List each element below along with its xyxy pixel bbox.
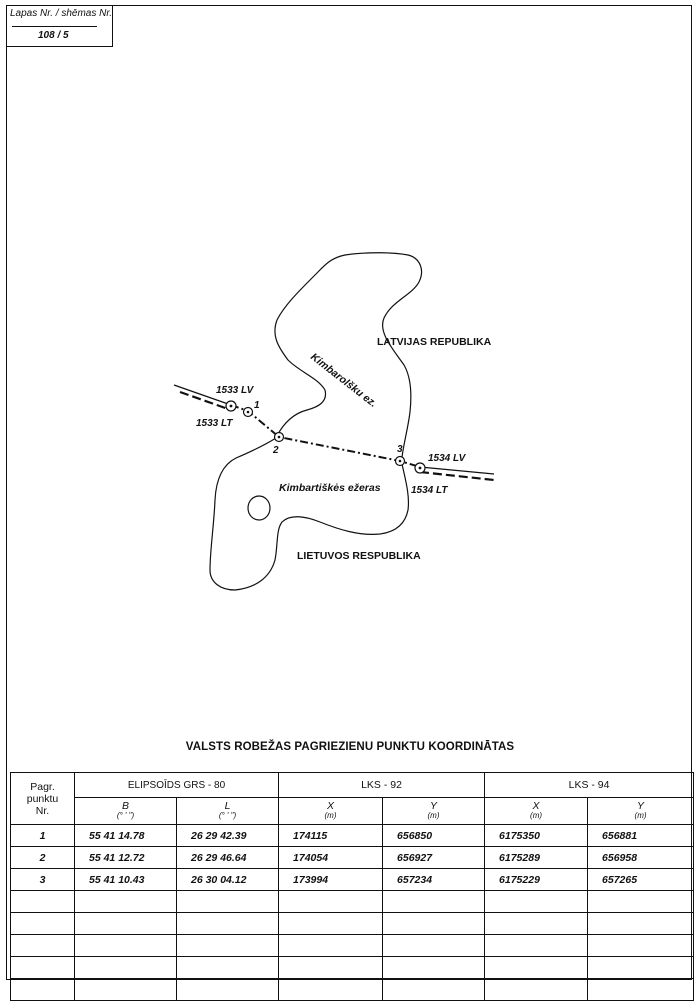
label-marker-1533lt: 1533 LT <box>196 418 233 429</box>
empty-cell <box>75 935 177 957</box>
subheader-b <box>75 798 177 825</box>
turning-point-3 <box>396 457 405 466</box>
table-row <box>11 869 694 891</box>
empty-cell <box>383 913 485 935</box>
subheader-l <box>177 798 279 825</box>
label-latvia: LATVIJAS REPUBLIKA <box>377 336 492 348</box>
subheader-unit: (m) <box>324 811 337 820</box>
subheader-unit: (m) <box>530 811 543 820</box>
coordinate-cell: 656958 <box>588 847 694 869</box>
group-header-lks94: LKS - 94 <box>485 773 694 798</box>
label-lake-lithuanian: Kimbartiškės ežeras <box>279 482 381 494</box>
empty-cell <box>485 935 588 957</box>
coordinate-cell: 26 30 04.12 <box>177 869 279 891</box>
empty-cell <box>279 957 383 979</box>
empty-cell <box>75 979 177 1001</box>
point-number-cell: 3 <box>11 869 75 891</box>
lake-kimbarolsku <box>275 253 422 457</box>
point-number-cell: 2 <box>11 847 75 869</box>
coordinate-cell: 6175350 <box>485 825 588 847</box>
label-point-2: 2 <box>273 445 279 456</box>
empty-cell <box>485 979 588 1001</box>
empty-cell <box>485 957 588 979</box>
label-marker-1534lv: 1534 LV <box>428 453 466 464</box>
point-header-line-1: Pagr. <box>30 780 55 793</box>
point-number-cell: 1 <box>11 825 75 847</box>
subheader-name: Y <box>430 800 438 812</box>
coordinate-cell: 6175229 <box>485 869 588 891</box>
coordinate-cell: 26 29 42.39 <box>177 825 279 847</box>
coordinate-cell: 657265 <box>588 869 694 891</box>
empty-cell <box>279 913 383 935</box>
label-point-3: 3 <box>397 444 403 455</box>
group-header-grs80: ELIPSOĪDS GRS - 80 <box>75 773 279 798</box>
coordinate-cell: 173994 <box>279 869 383 891</box>
empty-cell <box>11 891 75 913</box>
point-number-header <box>11 773 75 825</box>
subheader-unit: (m) <box>634 811 647 820</box>
empty-cell <box>11 935 75 957</box>
empty-cell <box>11 957 75 979</box>
subheader-unit: (° ' ") <box>218 811 237 820</box>
state-border-line <box>231 405 420 467</box>
point-header-line-2: punktu <box>26 792 59 805</box>
coordinate-cell: 26 29 46.64 <box>177 847 279 869</box>
subheader-name: B <box>121 800 129 812</box>
subheader-unit: (° ' ") <box>116 811 135 820</box>
empty-cell <box>177 891 279 913</box>
empty-cell <box>383 957 485 979</box>
marker-1533lv <box>226 401 236 411</box>
subheader-x-lks92 <box>279 798 383 825</box>
empty-cell <box>588 957 694 979</box>
point-header-line-3: Nr. <box>35 804 50 817</box>
empty-cell <box>279 891 383 913</box>
coordinate-cell: 656850 <box>383 825 485 847</box>
empty-cell <box>75 957 177 979</box>
group-header-lks92: LKS - 92 <box>279 773 485 798</box>
empty-cell <box>588 935 694 957</box>
subheader-y-lks94 <box>588 798 694 825</box>
coordinate-cell: 55 41 10.43 <box>75 869 177 891</box>
coordinate-cell: 55 41 14.78 <box>75 825 177 847</box>
empty-cell <box>279 935 383 957</box>
table-row <box>11 825 694 847</box>
empty-cell <box>11 913 75 935</box>
coordinate-cell: 174115 <box>279 825 383 847</box>
coordinate-cell: 6175289 <box>485 847 588 869</box>
empty-cell <box>279 979 383 1001</box>
empty-cell <box>383 979 485 1001</box>
sheet-number-value: 108 / 5 <box>38 30 69 41</box>
subheader-unit: (m) <box>427 811 440 820</box>
land-border-east <box>420 467 494 474</box>
subheader-x-lks94 <box>485 798 588 825</box>
empty-table-row <box>11 957 694 979</box>
empty-cell <box>485 891 588 913</box>
label-point-1: 1 <box>254 400 260 411</box>
empty-cell <box>75 913 177 935</box>
lake-kimbartiskes <box>210 438 408 590</box>
subheader-name: Y <box>637 800 645 812</box>
empty-table-row <box>11 979 694 1001</box>
sheet-number-label: Lapas Nr. / shēmas Nr. <box>10 8 113 19</box>
coordinate-cell: 55 41 12.72 <box>75 847 177 869</box>
label-marker-1533lv: 1533 LV <box>216 385 254 396</box>
subheader-name: L <box>224 800 231 812</box>
empty-cell <box>588 891 694 913</box>
empty-table-row <box>11 913 694 935</box>
empty-cell <box>177 935 279 957</box>
coordinates-table <box>10 772 694 1001</box>
label-lithuania: LIETUVOS RESPUBLIKA <box>297 550 421 562</box>
subheader-name: X <box>327 800 335 812</box>
coordinate-cell: 174054 <box>279 847 383 869</box>
empty-cell <box>588 979 694 1001</box>
coordinate-cell: 656881 <box>588 825 694 847</box>
label-lake-latvian: Kimbarolšku ez. <box>308 350 380 410</box>
empty-table-row <box>11 935 694 957</box>
empty-cell <box>177 957 279 979</box>
coordinate-cell: 657234 <box>383 869 485 891</box>
empty-cell <box>75 891 177 913</box>
coordinate-cell: 656927 <box>383 847 485 869</box>
empty-cell <box>485 913 588 935</box>
empty-cell <box>383 891 485 913</box>
empty-cell <box>177 979 279 1001</box>
empty-cell <box>11 979 75 1001</box>
coordinates-table-body <box>11 825 694 1001</box>
table-row <box>11 847 694 869</box>
turning-point-2 <box>275 433 284 442</box>
empty-cell <box>588 913 694 935</box>
label-marker-1534lt: 1534 LT <box>411 485 448 496</box>
empty-cell <box>177 913 279 935</box>
empty-cell <box>383 935 485 957</box>
subheader-y-lks92 <box>383 798 485 825</box>
marker-1534lv <box>415 463 425 473</box>
turning-point-1 <box>244 408 253 417</box>
subheader-name: X <box>532 800 540 812</box>
lake-island <box>248 496 270 520</box>
coordinates-table-title: VALSTS ROBEŽAS PAGRIEZIENU PUNKTU KOORDINĀTAS <box>185 741 515 753</box>
empty-table-row <box>11 891 694 913</box>
